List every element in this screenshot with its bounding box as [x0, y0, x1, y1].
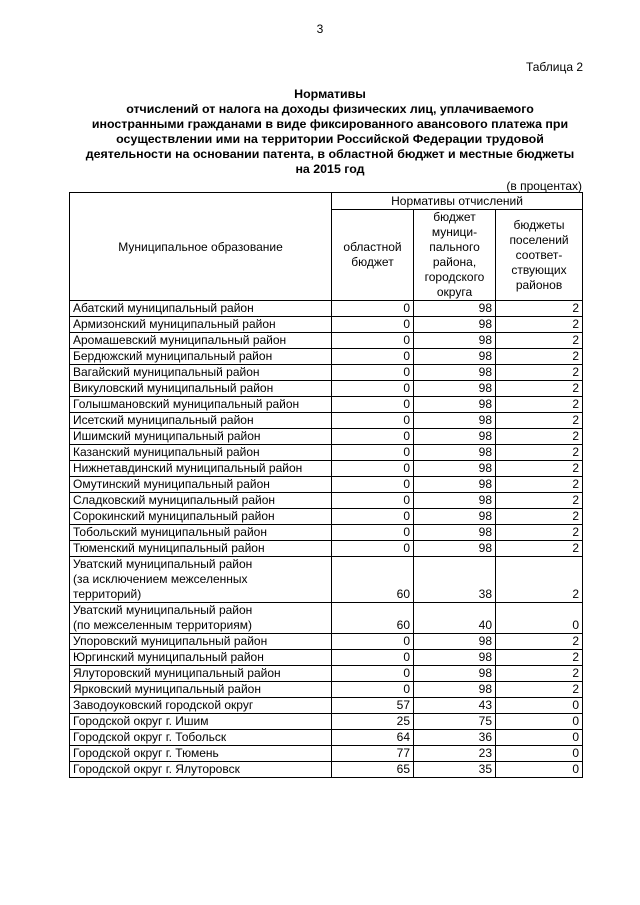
settlement-budget-value: 2 [496, 381, 583, 397]
heading-line: Нормативы [294, 87, 366, 101]
municipality-name [70, 397, 332, 413]
settlement-budget-value: 0 [496, 698, 583, 714]
text-line: районов [515, 277, 563, 292]
text-line: округа [436, 285, 473, 299]
district-budget-value: 98 [414, 429, 496, 445]
settlement-budget-value: 2 [496, 429, 583, 445]
text-line: Ярковский муниципальный район [73, 682, 261, 696]
text-line: (за исключением межселенных [73, 572, 248, 586]
table-row [70, 634, 583, 650]
settlement-budget-value: 2 [496, 365, 583, 381]
district-budget-value: 98 [414, 634, 496, 650]
district-budget-value: 98 [414, 541, 496, 557]
regional-budget-value: 0 [332, 365, 414, 381]
text-line: Аромашевский муниципальный район [73, 333, 287, 347]
table-row [70, 746, 583, 762]
regional-budget-value: 0 [332, 682, 414, 698]
municipality-name [70, 365, 332, 381]
settlement-budget-value: 0 [496, 730, 583, 746]
table-row [70, 461, 583, 477]
municipality-name [70, 762, 332, 778]
district-budget-value: 98 [414, 333, 496, 349]
text-line: соответ- [515, 247, 563, 262]
municipality-name [70, 557, 332, 603]
municipality-name [70, 301, 332, 317]
text-line: Викуловский муниципальный район [73, 381, 274, 395]
regional-budget-value: 60 [332, 603, 414, 634]
settlement-budget-value: 2 [496, 333, 583, 349]
district-budget-value: 23 [414, 746, 496, 762]
settlement-budget-value: 2 [496, 557, 583, 603]
text-line: Тобольский муниципальный район [73, 525, 267, 539]
settlement-budget-value: 0 [496, 746, 583, 762]
table-row [70, 603, 583, 634]
municipality-name [70, 333, 332, 349]
text-line: Сорокинский муниципальный район [73, 509, 275, 523]
heading-line: деятельности на основании патента, в областной бюджет и местные бюджеты [85, 147, 575, 161]
settlement-budget-value: 2 [496, 317, 583, 333]
text-line: Юргинский муниципальный район [73, 650, 264, 664]
regional-budget-value: 0 [332, 317, 414, 333]
district-budget-value: 98 [414, 413, 496, 429]
settlement-budget-value: 2 [496, 493, 583, 509]
text-line: Заводоуковский городской округ [73, 698, 254, 712]
settlement-budget-value: 2 [496, 477, 583, 493]
table-body [70, 301, 583, 778]
table-row [70, 650, 583, 666]
settlement-budget-value: 2 [496, 301, 583, 317]
table-row [70, 365, 583, 381]
regional-budget-value: 25 [332, 714, 414, 730]
municipality-name [70, 413, 332, 429]
municipality-name [70, 634, 332, 650]
text-line: Сладковский муниципальный район [73, 493, 275, 507]
municipality-name [70, 429, 332, 445]
table-row [70, 429, 583, 445]
district-budget-value: 75 [414, 714, 496, 730]
text-line: бюджеты [513, 217, 565, 232]
district-budget-value: 98 [414, 493, 496, 509]
text-line: Ялуторовский муниципальный район [73, 666, 281, 680]
regional-budget-value: 0 [332, 666, 414, 682]
text-line: Исетский муниципальный район [73, 413, 254, 427]
regional-budget-value: 0 [332, 509, 414, 525]
regional-budget-value: 0 [332, 650, 414, 666]
municipality-name [70, 730, 332, 746]
text-line: Городской округ г. Тобольск [73, 730, 227, 744]
heading-line: на 2015 год [295, 162, 365, 176]
settlement-budget-value: 2 [496, 682, 583, 698]
page-number: 3 [316, 22, 324, 36]
district-budget-value: 98 [414, 349, 496, 365]
text-line: Абатский муниципальный район [73, 301, 254, 315]
district-budget-value: 43 [414, 698, 496, 714]
municipality-name [70, 477, 332, 493]
table-row [70, 541, 583, 557]
settlement-budget-value: 2 [496, 397, 583, 413]
text-line: пального [429, 240, 480, 254]
heading-line: иностранными гражданами в виде фиксированного авансового платежа при [91, 117, 569, 131]
district-budget-value: 98 [414, 301, 496, 317]
regional-budget-value: 77 [332, 746, 414, 762]
text-line: Казанский муниципальный район [73, 445, 260, 459]
text-line: Городской округ г. Ишим [73, 714, 209, 728]
regional-budget-value: 64 [332, 730, 414, 746]
text-line: Армизонский муниципальный район [73, 317, 276, 331]
text-line: Уватский муниципальный район [73, 557, 253, 571]
text-line: Ишимский муниципальный район [73, 429, 261, 443]
settlement-budget-value: 2 [496, 525, 583, 541]
table-row [70, 762, 583, 778]
text-line: Нижнетавдинский муниципальный район [73, 461, 303, 475]
regional-budget-value: 57 [332, 698, 414, 714]
municipality-name [70, 525, 332, 541]
municipality-name [70, 493, 332, 509]
text-line: бюджет [433, 210, 476, 224]
header-regional-budget [332, 210, 414, 301]
district-budget-value: 98 [414, 397, 496, 413]
table-row [70, 682, 583, 698]
municipality-name [70, 461, 332, 477]
table-label: Таблица 2 [525, 60, 583, 74]
heading-line: отчислений от налога на доходы физических лиц, уплачиваемого [126, 102, 534, 116]
regional-budget-value: 0 [332, 349, 414, 365]
regional-budget-value: 60 [332, 557, 414, 603]
table-row [70, 714, 583, 730]
header-municipality: Муниципальное образование [70, 193, 332, 301]
municipality-name [70, 509, 332, 525]
text-line: областной [343, 240, 402, 254]
text-line: Омутинский муниципальный район [73, 477, 270, 491]
settlement-budget-value: 2 [496, 666, 583, 682]
text-line: района, [432, 255, 477, 269]
regional-budget-value: 0 [332, 397, 414, 413]
document-heading [60, 87, 600, 177]
municipality-name [70, 682, 332, 698]
text-line: Тюменский муниципальный район [73, 541, 265, 555]
table-row [70, 509, 583, 525]
regional-budget-value: 0 [332, 477, 414, 493]
regional-budget-value: 65 [332, 762, 414, 778]
table-row [70, 333, 583, 349]
text-line: Голышмановский муниципальный район [73, 397, 300, 411]
text-line: поселений [509, 232, 569, 247]
municipality-name [70, 746, 332, 762]
text-line: Бердюжский муниципальный район [73, 349, 273, 363]
table-row [70, 381, 583, 397]
table-row [70, 666, 583, 682]
regional-budget-value: 0 [332, 525, 414, 541]
district-budget-value: 36 [414, 730, 496, 746]
municipality-name [70, 650, 332, 666]
municipality-name [70, 317, 332, 333]
settlement-budget-value: 2 [496, 650, 583, 666]
settlement-budget-value: 2 [496, 445, 583, 461]
municipality-name [70, 349, 332, 365]
table-row [70, 557, 583, 603]
regional-budget-value: 0 [332, 413, 414, 429]
municipality-name [70, 603, 332, 634]
regional-budget-value: 0 [332, 445, 414, 461]
units-note: (в процентах) [506, 179, 582, 193]
district-budget-value: 98 [414, 365, 496, 381]
district-budget-value: 38 [414, 557, 496, 603]
municipality-name [70, 666, 332, 682]
header-norms-group: Нормативы отчислений [332, 193, 583, 210]
municipality-name [70, 698, 332, 714]
text-line: Городской округ г. Ялуторовск [73, 762, 240, 776]
district-budget-value: 98 [414, 650, 496, 666]
settlement-budget-value: 2 [496, 413, 583, 429]
regional-budget-value: 0 [332, 634, 414, 650]
table-row [70, 730, 583, 746]
district-budget-value: 98 [414, 317, 496, 333]
table-row [70, 525, 583, 541]
text-line: Упоровский муниципальный район [73, 634, 268, 648]
regional-budget-value: 0 [332, 461, 414, 477]
text-line: бюджет [351, 255, 394, 269]
regional-budget-value: 0 [332, 381, 414, 397]
text-line: муници- [431, 225, 478, 239]
settlement-budget-value: 2 [496, 509, 583, 525]
regional-budget-value: 0 [332, 429, 414, 445]
text-line: городского [424, 270, 485, 284]
regional-budget-value: 0 [332, 541, 414, 557]
district-budget-value: 98 [414, 381, 496, 397]
regional-budget-value: 0 [332, 333, 414, 349]
district-budget-value: 40 [414, 603, 496, 634]
table-row [70, 698, 583, 714]
settlement-budget-value: 0 [496, 762, 583, 778]
table-row [70, 477, 583, 493]
municipality-name [70, 445, 332, 461]
table-row [70, 413, 583, 429]
district-budget-value: 35 [414, 762, 496, 778]
district-budget-value: 98 [414, 461, 496, 477]
text-line: Вагайский муниципальный район [73, 365, 260, 379]
district-budget-value: 98 [414, 509, 496, 525]
text-line: (по межселенным территориям) [73, 618, 252, 632]
regional-budget-value: 0 [332, 493, 414, 509]
district-budget-value: 98 [414, 525, 496, 541]
settlement-budget-value: 2 [496, 461, 583, 477]
table-row [70, 397, 583, 413]
table-row [70, 445, 583, 461]
header-district-budget [414, 210, 496, 301]
text-line: Городской округ г. Тюмень [73, 746, 219, 760]
settlement-budget-value: 0 [496, 603, 583, 634]
text-line: ствующих [511, 262, 567, 277]
district-budget-value: 98 [414, 477, 496, 493]
table-row [70, 317, 583, 333]
municipality-name [70, 381, 332, 397]
text-line: территорий) [73, 587, 142, 601]
text-line: Уватский муниципальный район [73, 603, 253, 617]
municipality-name [70, 714, 332, 730]
table-row [70, 349, 583, 365]
table-row [70, 493, 583, 509]
norms-table [69, 192, 583, 778]
table-row [70, 301, 583, 317]
settlement-budget-value: 0 [496, 714, 583, 730]
settlement-budget-value: 2 [496, 541, 583, 557]
municipality-name [70, 541, 332, 557]
heading-line: осуществлении ими на территории Российской Федерации трудовой [116, 132, 544, 146]
district-budget-value: 98 [414, 445, 496, 461]
settlement-budget-value: 2 [496, 349, 583, 365]
header-settlement-budgets [496, 210, 583, 301]
district-budget-value: 98 [414, 682, 496, 698]
district-budget-value: 98 [414, 666, 496, 682]
settlement-budget-value: 2 [496, 634, 583, 650]
regional-budget-value: 0 [332, 301, 414, 317]
